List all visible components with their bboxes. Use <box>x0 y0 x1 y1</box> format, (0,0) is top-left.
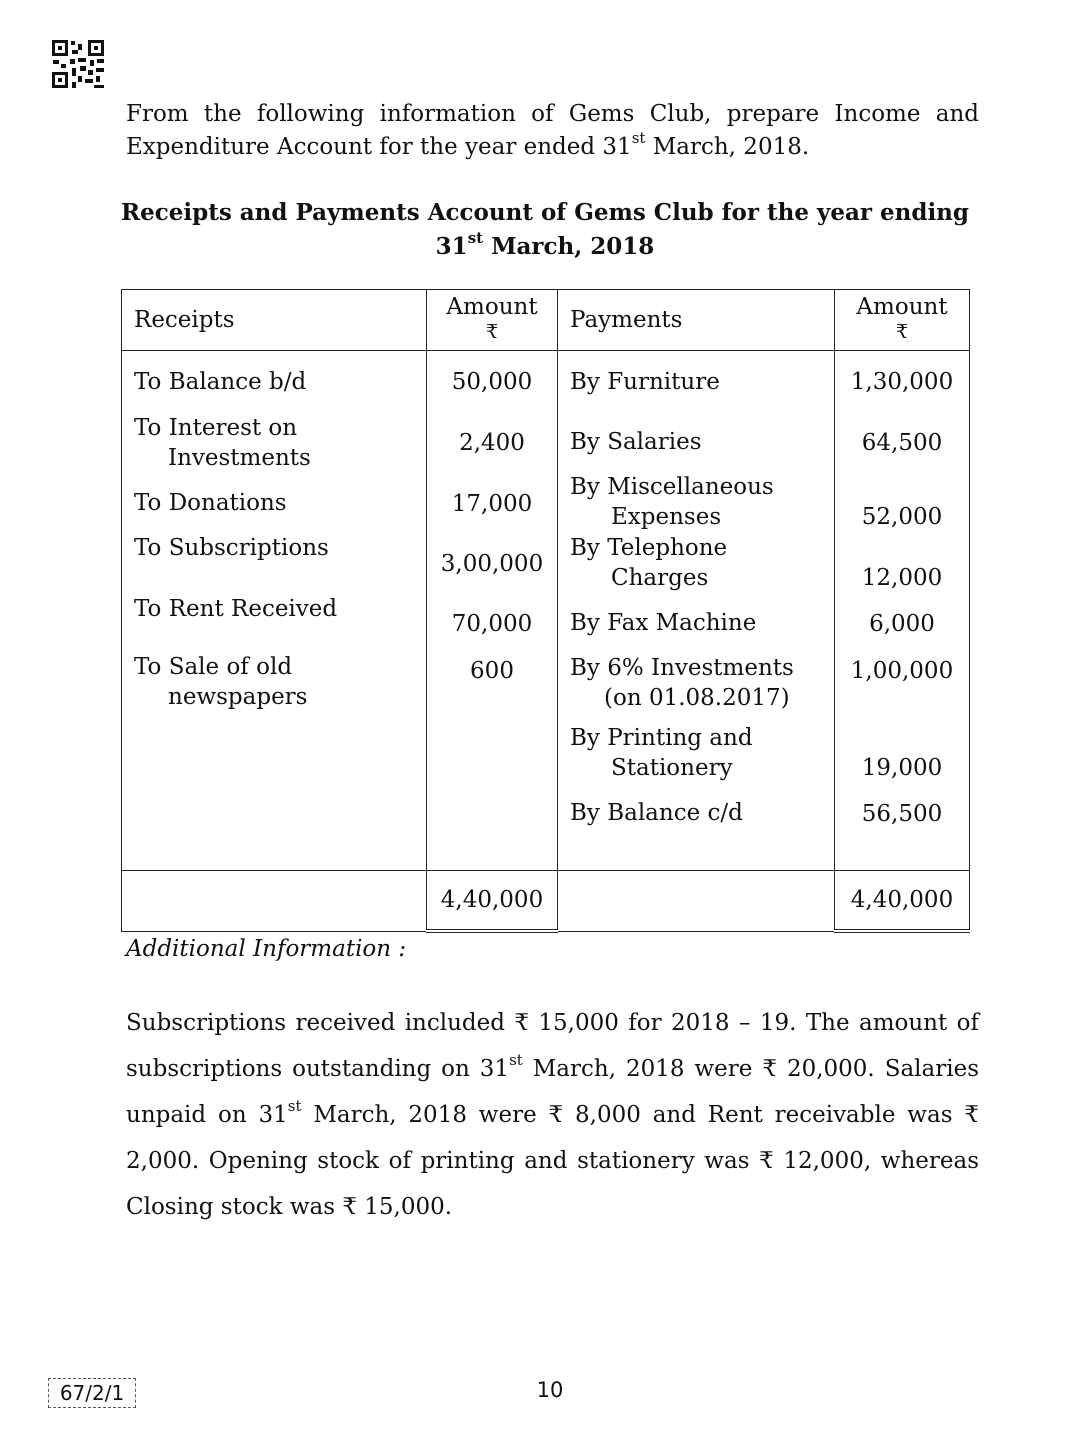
total-payments: 4,40,000 <box>835 871 970 932</box>
payment-amount: 12,000 <box>861 565 943 591</box>
receipt-line: To Balance b/d <box>134 369 307 395</box>
payment-line: By Balance c/d <box>570 800 743 826</box>
payment-line: By Telephone <box>570 535 728 561</box>
heading-line-1: Receipts and Payments Account of Gems Club for the year ending <box>120 199 969 226</box>
additional-text: March, 2018 were ₹ 20,000. Salaries unpaid on 31 <box>126 1056 979 1128</box>
payment-line-cont: Expenses <box>611 504 722 530</box>
payment-line-cont: Stationery <box>611 755 733 781</box>
payment-amount: 1,00,000 <box>850 658 954 684</box>
page-number: 10 <box>536 1378 564 1402</box>
heading-superscript: st <box>467 229 484 248</box>
payment-amount: 19,000 <box>861 755 943 781</box>
receipt-line-cont: Investments <box>168 445 311 471</box>
total-row <box>122 871 970 932</box>
heading-date-day: 31 <box>435 233 468 260</box>
receipt-amount: 2,400 <box>459 430 525 456</box>
table-body-row <box>122 351 970 871</box>
receipt-line: To Sale of old <box>134 654 293 680</box>
payment-item <box>570 472 822 532</box>
receipt-amount: 50,000 <box>451 369 533 395</box>
paper-code: 67/2/1 <box>48 1378 136 1408</box>
intro-text-end: March, 2018. <box>645 134 810 160</box>
receipts-column <box>122 351 427 871</box>
total-receipts: 4,40,000 <box>427 871 558 932</box>
header-receipts: Receipts <box>122 290 427 351</box>
payment-item <box>570 367 822 397</box>
payment-amount: 6,000 <box>869 611 935 637</box>
receipt-line: To Rent Received <box>134 596 338 622</box>
receipt-item <box>134 413 414 473</box>
additional-superscript: st <box>509 1051 523 1070</box>
payment-line: By Printing and <box>570 725 753 751</box>
payments-amount-column <box>835 351 970 871</box>
header-payments: Payments <box>558 290 835 351</box>
additional-info-paragraph <box>126 1000 979 1230</box>
qr-code <box>50 38 106 90</box>
total-receipts-label-cell <box>122 871 427 932</box>
intro-text: From the following information of Gems Club, prepare Income and Expenditure Account for the year ended 31 <box>126 101 979 160</box>
additional-text: March, 2018 were ₹ 8,000 and Rent receivable was ₹ 2,000. Opening stock of printing and stationery was ₹ 12,000, whereas Closing stock was ₹ 15,000. <box>126 1102 979 1220</box>
payment-line: By 6% Investments <box>570 655 794 681</box>
receipt-amount: 70,000 <box>451 611 533 637</box>
additional-info-title: Additional Information : <box>126 936 407 962</box>
payment-line: By Miscellaneous <box>570 474 774 500</box>
receipts-amount-column <box>427 351 558 871</box>
heading-date-rest: March, 2018 <box>483 233 655 260</box>
payment-line: By Furniture <box>570 369 720 395</box>
payment-item <box>570 533 822 593</box>
rupee-symbol: ₹ <box>485 321 499 343</box>
payment-amount: 52,000 <box>861 504 943 530</box>
header-amount-payments <box>835 290 970 351</box>
payment-line: By Fax Machine <box>570 610 757 636</box>
header-amount-receipts <box>427 290 558 351</box>
receipt-amount: 600 <box>470 658 514 684</box>
receipt-line: To Interest on <box>134 415 298 441</box>
receipt-item <box>134 367 414 397</box>
receipt-amount: 3,00,000 <box>440 551 544 577</box>
additional-text: Subscriptions received included ₹ 15,000 for 2018 – 19. The amount of subscriptions outstanding on 31 <box>126 1010 979 1082</box>
amount-label: Amount <box>446 294 538 320</box>
payment-item <box>570 653 822 713</box>
payment-amount: 56,500 <box>861 801 943 827</box>
receipt-line-cont: newspapers <box>168 684 308 710</box>
payment-item <box>570 427 822 457</box>
payment-item <box>570 723 822 783</box>
payment-line: By Salaries <box>570 429 702 455</box>
payment-amount: 1,30,000 <box>850 369 954 395</box>
receipt-line: To Subscriptions <box>134 535 329 561</box>
receipt-item <box>134 594 414 624</box>
table-heading <box>110 196 980 264</box>
receipt-item <box>134 488 414 518</box>
payment-line-cont: Charges <box>611 565 709 591</box>
receipt-line: To Donations <box>134 490 287 516</box>
additional-superscript: st <box>287 1097 302 1116</box>
rupee-symbol: ₹ <box>895 321 909 343</box>
amount-label: Amount <box>856 294 948 320</box>
payment-item <box>570 798 822 828</box>
receipts-payments-table <box>121 289 970 933</box>
intro-paragraph <box>126 98 979 164</box>
payments-column <box>558 351 835 871</box>
table-header-row <box>122 290 970 351</box>
payment-item <box>570 608 822 638</box>
payment-amount: 64,500 <box>861 430 943 456</box>
receipt-item <box>134 652 414 712</box>
total-payments-label-cell <box>558 871 835 932</box>
heading-line-2 <box>110 230 980 264</box>
intro-superscript: st <box>631 129 646 148</box>
receipt-amount: 17,000 <box>451 491 533 517</box>
payment-line-cont: (on 01.08.2017) <box>604 685 790 711</box>
receipt-item <box>134 533 414 563</box>
